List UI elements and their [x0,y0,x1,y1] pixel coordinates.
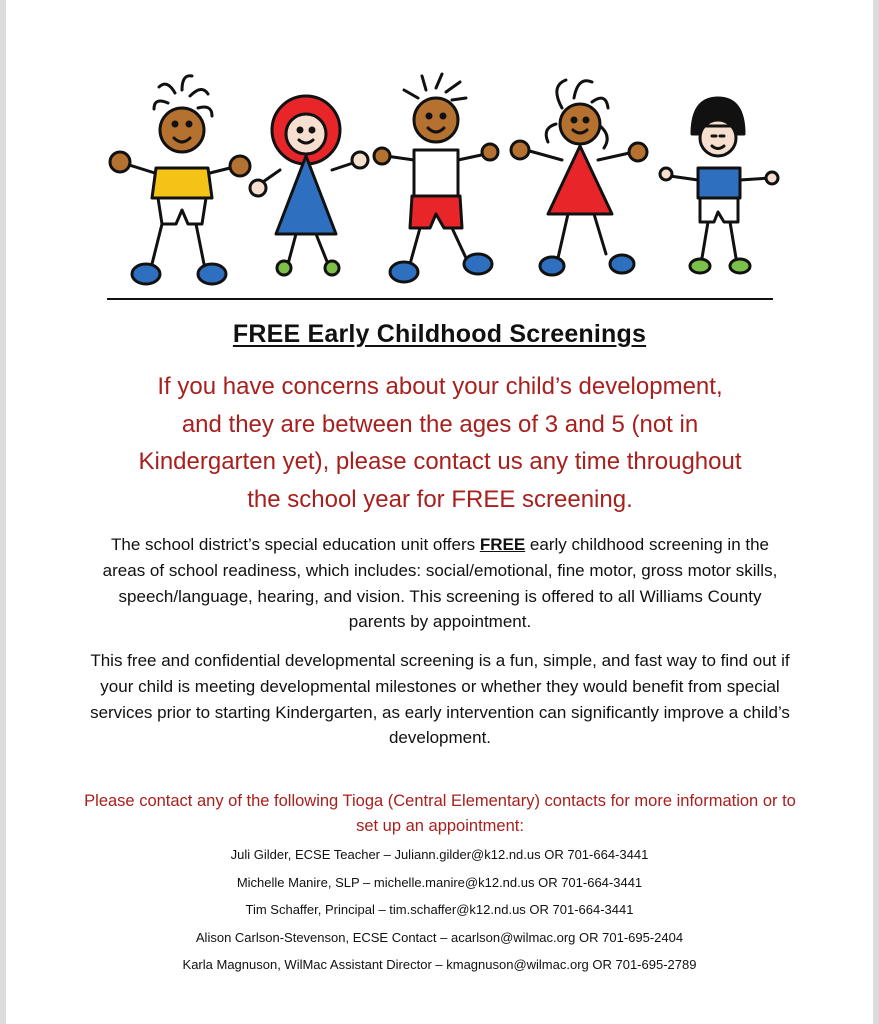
contact-list [0,846,879,984]
intro-line: If you have concerns about your child’s development, [157,373,723,400]
contact-item: Alison Carlson-Stevenson, ECSE Contact – acarlson@wilmac.org OR 701-695-2404 [195,929,684,945]
intro-line: Kindergarten yet), please contact us any time throughout [138,448,742,475]
title-divider [107,298,773,300]
contact-item: Michelle Manire, SLP – michelle.manire@k12.nd.us OR 701-664-3441 [236,874,643,890]
intro-statement [80,368,800,518]
contact-item: Juli Gilder, ECSE Teacher – Juliann.gilder@k12.nd.us OR 701-664-3441 [230,847,649,862]
child-yellow-shirt-icon [110,76,250,284]
paragraph-services: The school district’s special education unit offers FREE early childhood screening in the areas of school readiness, which includes: social/emotional, fine motor, gross motor skills, speech/language, hearing, and vision. This screening is offered to all Williams County parents by appointment. [102,535,778,632]
paragraph-screening-benefits: This free and confidential developmental screening is a fun, simple, and fast way to find out if your child is meeting developmental milestones or whether they would benefit from special services prior to starting Kindergarten, as early intervention can significantly improve a child’s development. [90,651,790,748]
child-blue-shirt-icon [660,98,778,273]
contact-item: Karla Magnuson, WilMac Assistant Director – kmagnuson@wilmac.org OR 701-695-2789 [182,957,697,972]
intro-line: the school year for FREE screening. [247,485,633,513]
contact-heading: Please contact any of the following Tioga (Central Elementary) contacts for more information or to set up an appointment: [84,792,796,835]
child-blue-dress-icon [250,96,368,275]
free-emphasis: FREE [479,535,526,554]
children-illustration [100,68,780,298]
contact-item: Tim Schaffer, Principal – tim.schaffer@k12.nd.us OR 701-664-3441 [245,902,634,917]
intro-line: and they are between the ages of 3 and 5 (not in [181,410,699,438]
child-red-shorts-icon [374,74,498,282]
child-red-dress-icon [511,80,647,275]
page-title: FREE Early Childhood Screenings [232,320,647,348]
